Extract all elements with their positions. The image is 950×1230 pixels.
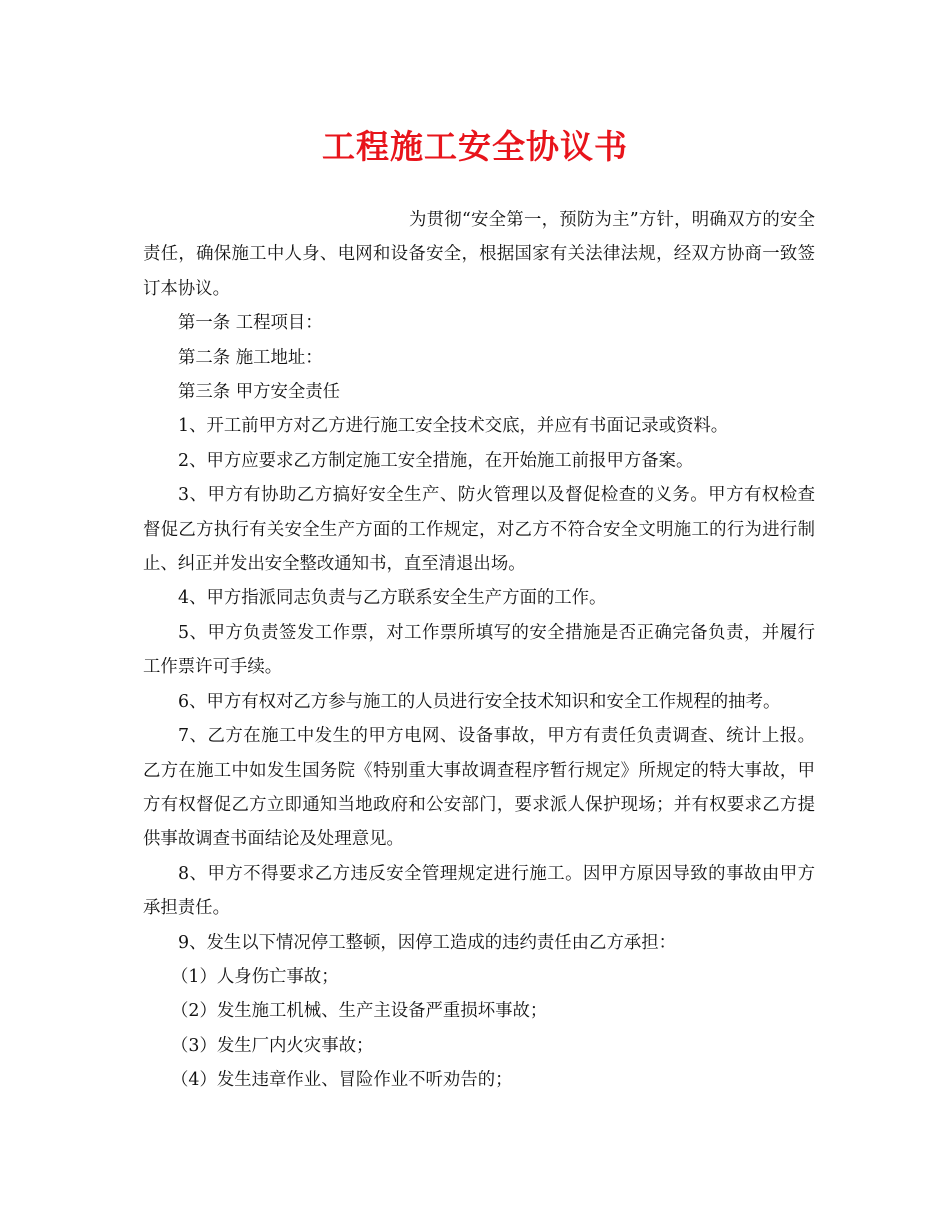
sub-item-1: （1）人身伤亡事故； <box>171 966 339 987</box>
article-1-project: 第一条 工程项目： <box>178 313 323 334</box>
sub-item-4: （4）发生违章作业、冒险作业不听劝告的； <box>171 1070 513 1091</box>
clause-6: 6、甲方有权对乙方参与施工的人员进行安全技术知识和安全工作规程的抽考。 <box>178 691 781 712</box>
clause-8: 8、甲方不得要求乙方违反安全管理规定进行施工。因甲方原因导致的事故由甲方承担责任。 <box>143 863 815 919</box>
clause-7: 7、乙方在施工中发生的甲方电网、设备事故，甲方有责任负责调查、统计上报。乙方在施工中如发生国务院《特别重大事故调查程序暂行规定》所规定的特大事故，甲方有权督促乙方立即通知当地政府和公安部门，要求派人保护现场；并有权要求乙方提供事故调查书面结论及处理意见。 <box>143 726 815 850</box>
clause-3: 3、甲方有协助乙方搞好安全生产、防火管理以及督促检查的义务。甲方有权检查督促乙方执行有关安全生产方面的工作规定，对乙方不符合安全文明施工的行为进行制止、纠正并发出安全整改通知书，直至清退出场。 <box>143 485 815 575</box>
article-3-heading: 第三条 甲方安全责任 <box>178 382 341 403</box>
clause-1: 1、开工前甲方对乙方进行施工安全技术交底，并应有书面记录或资料。 <box>178 416 729 437</box>
clause-5: 5、甲方负责签发工作票，对工作票所填写的安全措施是否正确完备负责，并履行工作票许可手续。 <box>143 622 815 678</box>
intro-paragraph: 为贯彻“安全第一，预防为主”方针，明确双方的安全责任，确保施工中人身、电网和设备安全，根据国家有关法律法规，经双方协商一致签订本协议。 <box>143 210 815 299</box>
clause-4: 4、甲方指派同志负责与乙方联系安全生产方面的工作。 <box>178 588 607 609</box>
clause-2: 2、甲方应要求乙方制定施工安全措施，在开始施工前报甲方备案。 <box>178 450 694 471</box>
sub-item-3: （3）发生厂内火灾事故； <box>171 1035 374 1056</box>
document-title: 工程施工安全协议书 <box>322 127 628 166</box>
sub-item-2: （2）发生施工机械、生产主设备严重损坏事故； <box>171 1001 548 1022</box>
document-body <box>143 203 815 1098</box>
article-2-address: 第二条 施工地址： <box>178 347 323 368</box>
clause-9: 9、发生以下情况停工整顿，因停工造成的违约责任由乙方承担： <box>178 932 677 953</box>
